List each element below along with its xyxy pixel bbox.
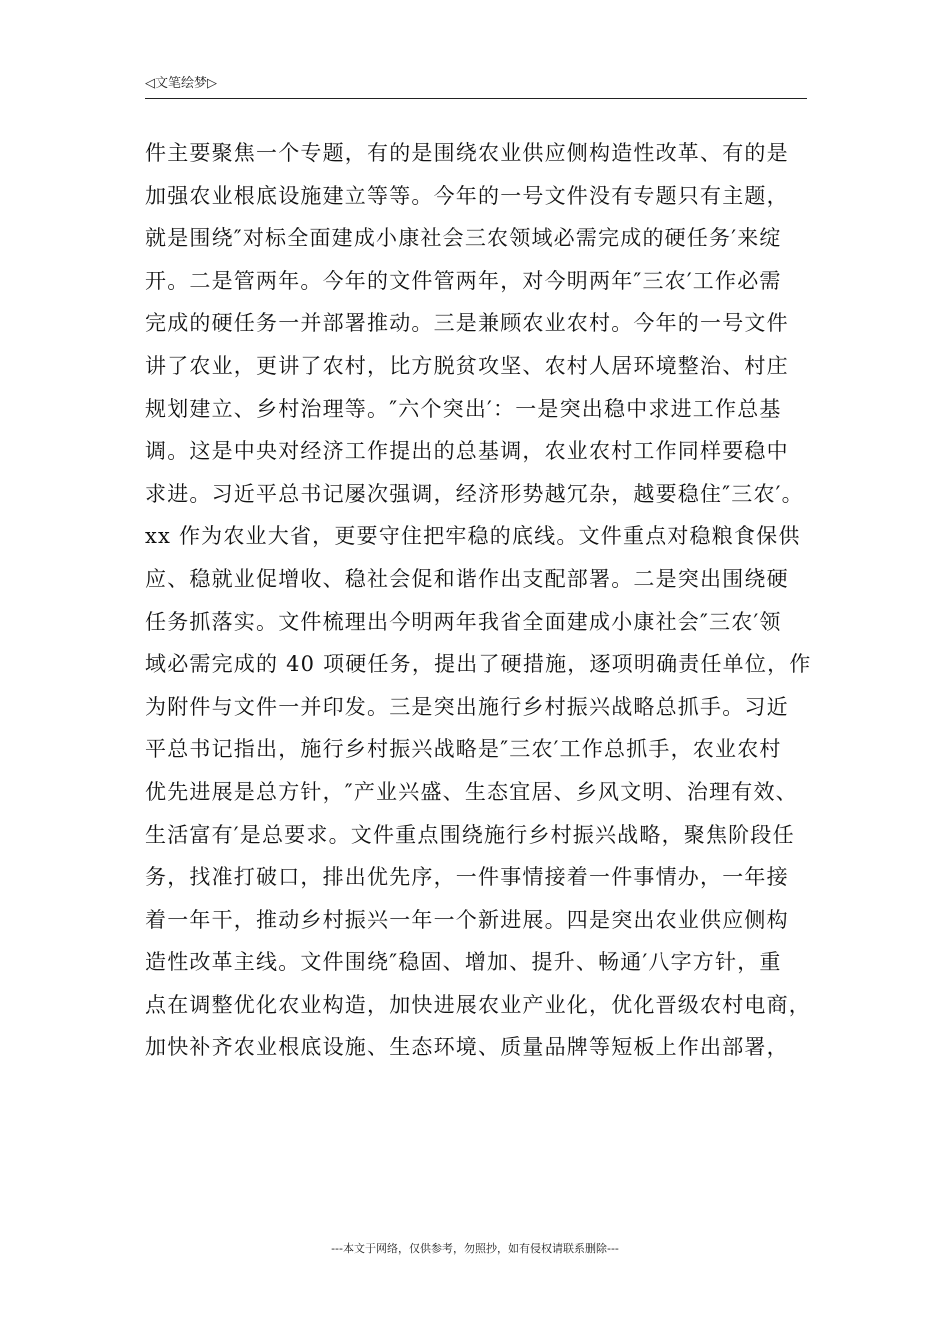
page-header (145, 74, 807, 99)
text-line: 为附件与文件一并印发。三是突出施行乡村振兴战略总抓手。习近 (145, 694, 789, 719)
text-line: 务，找准打破口，排出优先序，一件事情接着一件事情办，一年接 (145, 865, 789, 890)
text-line: 应、稳就业促增收、稳社会促和谐作出支配部署。二是突出围绕硬 (145, 566, 789, 591)
page-footer: ---本文于网络，仅供参考，勿照抄，如有侵权请联系删除--- (331, 1242, 619, 1255)
text-line: 着一年干，推动乡村振兴一年一个新进展。四是突出农业供应侧构 (145, 907, 789, 932)
text-line: 规划建立、乡村治理等。″六个突出′：一是突出稳中求进工作总基 (145, 396, 782, 421)
text-line: 点在调整优化农业构造，加快进展农业产业化，优化晋级农村电商， (145, 992, 811, 1017)
text-line: 求进。习近平总书记屡次强调，经济形势越冗杂，越要稳住″三农′。 (145, 481, 804, 506)
text-line: 优先进展是总方针，″产业兴盛、生态宜居、乡风文明、治理有效、 (145, 779, 798, 804)
text-line: 任务抓落实。文件梳理出今明两年我省全面建成小康社会″三农′领 (145, 609, 782, 634)
text-line: 域必需完成的 40 项硬任务，提出了硬措施，逐项明确责任单位，作 (145, 652, 812, 677)
document-body (145, 132, 825, 1069)
text-line: 讲了农业，更讲了农村，比方脱贫攻坚、农村人居环境整治、村庄 (145, 353, 789, 378)
text-line: xx 作为农业大省，更要守住把牢稳的底线。文件重点对稳粮食保供 (145, 524, 801, 549)
text-line: 生活富有′是总要求。文件重点围绕施行乡村振兴战略，聚焦阶段任 (145, 822, 795, 847)
text-line: 完成的硬任务一并部署推动。三是兼顾农业农村。今年的一号文件 (145, 311, 789, 336)
text-line: 加快补齐农业根底设施、生态环境、质量品牌等短板上作出部署， (145, 1035, 789, 1060)
text-line: 件主要聚焦一个专题，有的是围绕农业供应侧构造性改革、有的是 (145, 141, 789, 165)
text-line: 就是围绕″对标全面建成小康社会三农领域必需完成的硬任务′来绽 (145, 226, 782, 251)
text-line: 平总书记指出，施行乡村振兴战略是″三农′工作总抓手，农业农村 (145, 737, 782, 762)
text-line: 加强农业根底设施建立等等。今年的一号文件没有专题只有主题， (145, 183, 789, 208)
text-line: 造性改革主线。文件围绕″稳固、增加、提升、畅通′八字方针，重 (145, 950, 782, 975)
text-line: 调。这是中央对经济工作提出的总基调，农业农村工作同样要稳中 (145, 439, 789, 464)
header-title: ◁文笔绘梦▷ (145, 76, 217, 91)
text-line: 开。二是管两年。今年的文件管两年，对今明两年″三农′工作必需 (145, 268, 782, 293)
